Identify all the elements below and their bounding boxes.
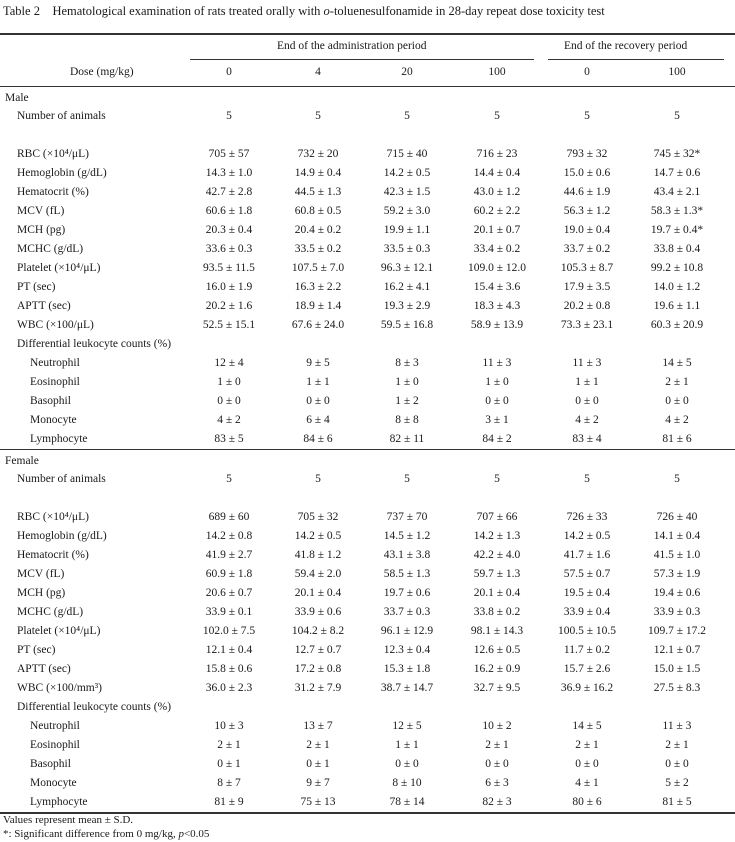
value-cell: 36.9 ± 16.2 (560, 682, 614, 694)
top-rule (0, 33, 735, 35)
value-cell: 8 ± 3 (395, 357, 419, 369)
value-cell: 13 ± 7 (303, 720, 333, 732)
value-cell: 33.7 ± 0.2 (563, 243, 611, 255)
row-label: Differential leukocyte counts (%) (17, 338, 172, 350)
table-title (3, 4, 605, 19)
group-underline-administration (190, 59, 534, 60)
value-cell: 0 ± 0 (575, 758, 599, 770)
row-label: Hemoglobin (g/dL) (17, 167, 107, 179)
value-cell: 60.2 ± 2.2 (473, 205, 521, 217)
value-cell: 19.5 ± 0.4 (563, 587, 611, 599)
table-row (0, 205, 735, 224)
value-cell: 9 ± 7 (306, 777, 330, 789)
value-cell: 81 ± 5 (662, 796, 692, 808)
value-cell: 60.6 ± 1.8 (205, 205, 253, 217)
dose-header: 100 (488, 66, 506, 78)
table-row (0, 644, 735, 663)
value-cell: 33.5 ± 0.2 (294, 243, 342, 255)
row-label: Eosinophil (30, 739, 80, 751)
row-label: MCV (fL) (17, 568, 65, 580)
value-cell: 43.0 ± 1.2 (473, 186, 521, 198)
row-label: MCH (pg) (17, 587, 66, 599)
value-cell: 5 (315, 110, 321, 122)
row-label: Lymphocyte (30, 796, 88, 808)
value-cell: 82 ± 11 (389, 433, 425, 445)
value-cell: 5 (226, 473, 232, 485)
value-cell: 745 ± 32* (653, 148, 701, 160)
group-header-recovery: End of the recovery period (564, 40, 688, 52)
value-cell: 33.9 ± 0.3 (653, 606, 701, 618)
value-cell: 689 ± 60 (208, 511, 250, 523)
table-row (0, 625, 735, 644)
dose-label: Dose (mg/kg) (70, 66, 134, 78)
footnote-text: *: Significant difference from 0 mg/kg, (3, 828, 179, 840)
value-cell: 73.3 ± 23.1 (560, 319, 614, 331)
value-cell: 44.6 ± 1.9 (563, 186, 611, 198)
value-cell: 58.9 ± 13.9 (470, 319, 524, 331)
value-cell: 716 ± 23 (476, 148, 518, 160)
value-cell: 737 ± 70 (386, 511, 428, 523)
value-cell: 15.8 ± 0.6 (205, 663, 253, 675)
table-row (0, 777, 735, 796)
value-cell: 105.3 ± 8.7 (560, 262, 614, 274)
value-cell: 12.1 ± 0.4 (205, 644, 253, 656)
value-cell: 15.0 ± 1.5 (653, 663, 701, 675)
value-cell: 33.6 ± 0.3 (205, 243, 253, 255)
value-cell: 15.3 ± 1.8 (383, 663, 431, 675)
value-cell: 4 ± 2 (665, 414, 689, 426)
value-cell: 0 ± 0 (485, 395, 509, 407)
table-row (0, 492, 735, 511)
title-text: Table 2 Hematological examination of rats treated orally with (3, 4, 324, 18)
value-cell: 98.1 ± 14.3 (470, 625, 524, 637)
row-label: Platelet (×10⁴/μL) (17, 262, 101, 274)
table-row (0, 473, 735, 492)
table-row (0, 530, 735, 549)
value-cell: 42.2 ± 4.0 (473, 549, 521, 561)
value-cell: 14.9 ± 0.4 (294, 167, 342, 179)
row-label: Monocyte (30, 777, 77, 789)
row-label: Number of animals (17, 110, 106, 122)
value-cell: 14.1 ± 0.4 (653, 530, 701, 542)
title-text-suffix: -toluenesulfonamide in 28-day repeat dose toxicity test (329, 4, 605, 18)
row-label: MCH (pg) (17, 224, 66, 236)
value-cell: 1 ± 1 (306, 376, 330, 388)
value-cell: 78 ± 14 (389, 796, 425, 808)
table-row (0, 186, 735, 205)
value-cell: 41.9 ± 2.7 (205, 549, 253, 561)
value-cell: 0 ± 0 (485, 758, 509, 770)
row-label: RBC (×10⁴/μL) (17, 148, 89, 160)
row-label: Hematocrit (%) (17, 186, 89, 198)
value-cell: 44.5 ± 1.3 (294, 186, 342, 198)
value-cell: 31.2 ± 7.9 (294, 682, 342, 694)
value-cell: 14.0 ± 1.2 (653, 281, 701, 293)
row-label: WBC (×100/μL) (17, 319, 94, 331)
value-cell: 20.2 ± 1.6 (205, 300, 253, 312)
table-row (0, 511, 735, 530)
value-cell: 41.5 ± 1.0 (653, 549, 701, 561)
row-label: APTT (sec) (17, 663, 71, 675)
value-cell: 2 ± 1 (217, 739, 241, 751)
value-cell: 5 (584, 110, 590, 122)
value-cell: 15.4 ± 3.6 (473, 281, 521, 293)
group-header-administration: End of the administration period (277, 40, 427, 52)
value-cell: 19.7 ± 0.4* (650, 224, 704, 236)
value-cell: 8 ± 10 (392, 777, 422, 789)
value-cell: 0 ± 0 (575, 395, 599, 407)
value-cell: 20.3 ± 0.4 (205, 224, 253, 236)
row-label: RBC (×10⁴/μL) (17, 511, 89, 523)
value-cell: 100.5 ± 10.5 (557, 625, 617, 637)
value-cell: 19.6 ± 1.1 (653, 300, 701, 312)
value-cell: 4 ± 1 (575, 777, 599, 789)
value-cell: 11.7 ± 0.2 (563, 644, 611, 656)
value-cell: 57.5 ± 0.7 (563, 568, 611, 580)
value-cell: 2 ± 1 (665, 739, 689, 751)
table-row (0, 663, 735, 682)
value-cell: 43.4 ± 2.1 (653, 186, 701, 198)
value-cell: 58.3 ± 1.3* (650, 205, 704, 217)
value-cell: 20.1 ± 0.7 (473, 224, 521, 236)
value-cell: 33.9 ± 0.6 (294, 606, 342, 618)
value-cell: 5 (494, 473, 500, 485)
value-cell: 33.4 ± 0.2 (473, 243, 521, 255)
value-cell: 80 ± 6 (572, 796, 602, 808)
dose-header: 4 (315, 66, 321, 78)
value-cell: 0 ± 0 (217, 395, 241, 407)
value-cell: 15.0 ± 0.6 (563, 167, 611, 179)
value-cell: 33.9 ± 0.4 (563, 606, 611, 618)
table-row (0, 300, 735, 319)
value-cell: 19.4 ± 0.6 (653, 587, 701, 599)
dose-header: 20 (401, 66, 413, 78)
value-cell: 11 ± 3 (662, 720, 692, 732)
title-italic: o (323, 4, 330, 18)
table-row (0, 720, 735, 739)
value-cell: 75 ± 13 (300, 796, 336, 808)
value-cell: 19.7 ± 0.6 (383, 587, 431, 599)
value-cell: 2 ± 1 (485, 739, 509, 751)
footnote-significance (3, 828, 209, 840)
value-cell: 0 ± 1 (217, 758, 241, 770)
value-cell: 16.2 ± 4.1 (383, 281, 431, 293)
value-cell: 96.1 ± 12.9 (380, 625, 434, 637)
value-cell: 33.5 ± 0.3 (383, 243, 431, 255)
value-cell: 5 (315, 473, 321, 485)
row-label: MCHC (g/dL) (17, 606, 84, 618)
value-cell: 32.7 ± 9.5 (473, 682, 521, 694)
table-row (0, 739, 735, 758)
value-cell: 41.7 ± 1.6 (563, 549, 611, 561)
value-cell: 42.7 ± 2.8 (205, 186, 253, 198)
value-cell: 41.8 ± 1.2 (294, 549, 342, 561)
row-label: Basophil (30, 758, 71, 770)
value-cell: 93.5 ± 11.5 (203, 262, 255, 274)
value-cell: 14.4 ± 0.4 (473, 167, 521, 179)
value-cell: 2 ± 1 (665, 376, 689, 388)
table-row (0, 319, 735, 338)
value-cell: 6 ± 4 (306, 414, 330, 426)
value-cell: 82 ± 3 (482, 796, 512, 808)
row-label: Neutrophil (30, 357, 80, 369)
value-cell: 84 ± 2 (482, 433, 512, 445)
value-cell: 20.2 ± 0.8 (563, 300, 611, 312)
value-cell: 81 ± 9 (214, 796, 244, 808)
value-cell: 52.5 ± 15.1 (202, 319, 256, 331)
value-cell: 59.2 ± 3.0 (383, 205, 431, 217)
value-cell: 60.9 ± 1.8 (205, 568, 253, 580)
value-cell: 5 (404, 110, 410, 122)
value-cell: 14 ± 5 (572, 720, 602, 732)
value-cell: 1 ± 0 (217, 376, 241, 388)
value-cell: 16.3 ± 2.2 (294, 281, 342, 293)
value-cell: 14.2 ± 0.5 (383, 167, 431, 179)
value-cell: 10 ± 2 (482, 720, 512, 732)
value-cell: 0 ± 0 (395, 758, 419, 770)
footnote-p: p (178, 828, 184, 840)
value-cell: 14 ± 5 (662, 357, 692, 369)
value-cell: 36.0 ± 2.3 (205, 682, 253, 694)
row-label: Platelet (×10⁴/μL) (17, 625, 101, 637)
value-cell: 67.6 ± 24.0 (291, 319, 345, 331)
value-cell: 4 ± 2 (575, 414, 599, 426)
value-cell: 18.9 ± 1.4 (294, 300, 342, 312)
value-cell: 16.2 ± 0.9 (473, 663, 521, 675)
value-cell: 705 ± 57 (208, 148, 250, 160)
value-cell: 84 ± 6 (303, 433, 333, 445)
value-cell: 57.3 ± 1.9 (653, 568, 701, 580)
table-row (0, 129, 735, 148)
value-cell: 27.5 ± 8.3 (653, 682, 701, 694)
table-row (0, 701, 735, 720)
value-cell: 12.1 ± 0.7 (653, 644, 701, 656)
value-cell: 5 (494, 110, 500, 122)
row-label: Lymphocyte (30, 433, 88, 445)
value-cell: 83 ± 5 (214, 433, 244, 445)
value-cell: 15.7 ± 2.6 (563, 663, 611, 675)
table-row (0, 167, 735, 186)
value-cell: 56.3 ± 1.2 (563, 205, 611, 217)
footnote-threshold: <0.05 (183, 828, 210, 840)
section-rule (0, 449, 735, 450)
value-cell: 2 ± 1 (575, 739, 599, 751)
value-cell: 715 ± 40 (386, 148, 428, 160)
row-label: MCV (fL) (17, 205, 65, 217)
table-row (0, 281, 735, 300)
dose-header: 100 (668, 66, 686, 78)
table-row (0, 243, 735, 262)
value-cell: 726 ± 33 (566, 511, 608, 523)
value-cell: 5 (226, 110, 232, 122)
row-label: Number of animals (17, 473, 106, 485)
value-cell: 3 ± 1 (485, 414, 509, 426)
value-cell: 1 ± 0 (395, 376, 419, 388)
dose-header: 0 (226, 66, 232, 78)
row-label: Basophil (30, 395, 71, 407)
value-cell: 99.2 ± 10.8 (650, 262, 704, 274)
value-cell: 5 (404, 473, 410, 485)
value-cell: 14.5 ± 1.2 (383, 530, 431, 542)
value-cell: 2 ± 1 (306, 739, 330, 751)
value-cell: 726 ± 40 (656, 511, 698, 523)
table-row (0, 395, 735, 414)
value-cell: 59.7 ± 1.3 (473, 568, 521, 580)
table-row (0, 148, 735, 167)
value-cell: 14.7 ± 0.6 (653, 167, 701, 179)
value-cell: 58.5 ± 1.3 (383, 568, 431, 580)
value-cell: 5 ± 2 (665, 777, 689, 789)
value-cell: 0 ± 1 (306, 758, 330, 770)
row-label: Hematocrit (%) (17, 549, 89, 561)
value-cell: 1 ± 0 (485, 376, 509, 388)
section-heading: Female (5, 455, 39, 467)
row-label: Eosinophil (30, 376, 80, 388)
value-cell: 104.2 ± 8.2 (291, 625, 345, 637)
value-cell: 0 ± 0 (306, 395, 330, 407)
value-cell: 732 ± 20 (297, 148, 339, 160)
value-cell: 12 ± 4 (214, 357, 244, 369)
row-label: PT (sec) (17, 281, 56, 293)
value-cell: 83 ± 4 (572, 433, 602, 445)
value-cell: 1 ± 1 (395, 739, 419, 751)
value-cell: 6 ± 3 (485, 777, 509, 789)
value-cell: 42.3 ± 1.5 (383, 186, 431, 198)
value-cell: 5 (674, 473, 680, 485)
table-row (0, 338, 735, 357)
row-label: Neutrophil (30, 720, 80, 732)
value-cell: 14.2 ± 0.5 (563, 530, 611, 542)
value-cell: 81 ± 6 (662, 433, 692, 445)
value-cell: 19.3 ± 2.9 (383, 300, 431, 312)
section-heading: Male (5, 92, 29, 104)
value-cell: 20.1 ± 0.4 (473, 587, 521, 599)
table-row (0, 224, 735, 243)
value-cell: 59.4 ± 2.0 (294, 568, 342, 580)
value-cell: 96.3 ± 12.1 (380, 262, 434, 274)
value-cell: 102.0 ± 7.5 (202, 625, 256, 637)
value-cell: 12 ± 5 (392, 720, 422, 732)
value-cell: 20.6 ± 0.7 (205, 587, 253, 599)
value-cell: 20.1 ± 0.4 (294, 587, 342, 599)
value-cell: 38.7 ± 14.7 (380, 682, 434, 694)
row-label: PT (sec) (17, 644, 56, 656)
value-cell: 14.2 ± 0.5 (294, 530, 342, 542)
table-row (0, 549, 735, 568)
value-cell: 0 ± 0 (665, 395, 689, 407)
table-row (0, 587, 735, 606)
table-row (0, 414, 735, 433)
header-rule (0, 86, 735, 87)
value-cell: 33.7 ± 0.3 (383, 606, 431, 618)
value-cell: 109.0 ± 12.0 (467, 262, 527, 274)
value-cell: 18.3 ± 4.3 (473, 300, 521, 312)
value-cell: 60.8 ± 0.5 (294, 205, 342, 217)
value-cell: 16.0 ± 1.9 (205, 281, 253, 293)
table-row (0, 758, 735, 777)
table-row (0, 682, 735, 701)
value-cell: 20.4 ± 0.2 (294, 224, 342, 236)
table-row (0, 376, 735, 395)
row-label: APTT (sec) (17, 300, 71, 312)
value-cell: 14.2 ± 1.3 (473, 530, 521, 542)
group-underline-recovery (548, 59, 724, 60)
value-cell: 12.6 ± 0.5 (473, 644, 521, 656)
value-cell: 33.9 ± 0.1 (205, 606, 253, 618)
table-row (0, 357, 735, 376)
value-cell: 12.3 ± 0.4 (383, 644, 431, 656)
row-label: Differential leukocyte counts (%) (17, 701, 172, 713)
value-cell: 1 ± 1 (575, 376, 599, 388)
table-row (0, 262, 735, 281)
value-cell: 9 ± 5 (306, 357, 330, 369)
row-label: Monocyte (30, 414, 77, 426)
value-cell: 60.3 ± 20.9 (650, 319, 704, 331)
value-cell: 705 ± 32 (297, 511, 339, 523)
row-label: WBC (×100/mm³) (17, 682, 102, 694)
value-cell: 59.5 ± 16.8 (380, 319, 434, 331)
value-cell: 109.7 ± 17.2 (647, 625, 707, 637)
value-cell: 5 (674, 110, 680, 122)
value-cell: 1 ± 2 (395, 395, 419, 407)
value-cell: 19.0 ± 0.4 (563, 224, 611, 236)
value-cell: 33.8 ± 0.4 (653, 243, 701, 255)
value-cell: 8 ± 7 (217, 777, 241, 789)
value-cell: 17.2 ± 0.8 (294, 663, 342, 675)
row-label: MCHC (g/dL) (17, 243, 84, 255)
value-cell: 12.7 ± 0.7 (294, 644, 342, 656)
value-cell: 11 ± 3 (572, 357, 602, 369)
row-label: Hemoglobin (g/dL) (17, 530, 107, 542)
value-cell: 14.2 ± 0.8 (205, 530, 253, 542)
value-cell: 4 ± 2 (217, 414, 241, 426)
value-cell: 793 ± 32 (566, 148, 608, 160)
dose-header: 0 (584, 66, 590, 78)
value-cell: 17.9 ± 3.5 (563, 281, 611, 293)
value-cell: 5 (584, 473, 590, 485)
value-cell: 707 ± 66 (476, 511, 518, 523)
value-cell: 107.5 ± 7.0 (291, 262, 345, 274)
value-cell: 33.8 ± 0.2 (473, 606, 521, 618)
value-cell: 19.9 ± 1.1 (383, 224, 431, 236)
table-row (0, 110, 735, 129)
value-cell: 11 ± 3 (482, 357, 512, 369)
table-row (0, 568, 735, 587)
value-cell: 8 ± 8 (395, 414, 419, 426)
footnote-values: Values represent mean ± S.D. (3, 814, 134, 826)
value-cell: 14.3 ± 1.0 (205, 167, 253, 179)
value-cell: 43.1 ± 3.8 (383, 549, 431, 561)
table-row (0, 606, 735, 625)
value-cell: 0 ± 0 (665, 758, 689, 770)
value-cell: 10 ± 3 (214, 720, 244, 732)
